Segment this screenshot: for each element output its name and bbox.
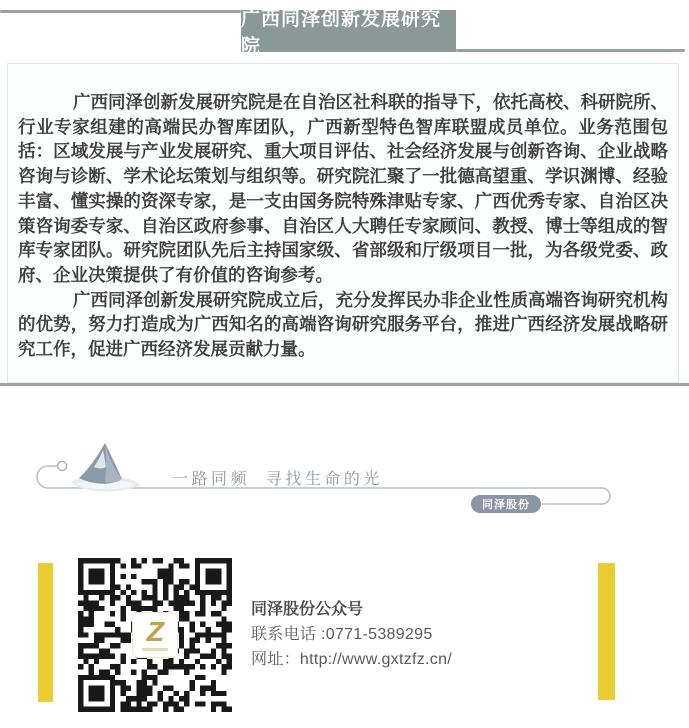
intro-paragraph-1: 广西同泽创新发展研究院是在自治区社科联的指导下，依托高校、科研院所、行业专家组建的高端民办智库团队，广西新型特色智库联盟成员单位。业务范围包括：区域发展与产业发展研究、重大项目评估、社会经济发展与创新咨询、企业战略咨询与诊断、学术论坛策划与组织等。研究院汇聚了一批德高望重、学识渊博、经验丰富、懂实操的资深专家，是一支由国务院特殊津贴专家、广西优秀专家、自治区决策咨询委专家、自治区政府参事、自治区人大聘任专家顾问、教授、博士等组成的智库专家团队。研究院团队先后主持国家级、省部级和厅级项目一批，为各级党委、政府、企业决策提供了有价值的咨询参考。 [18, 92, 668, 285]
mountain-icon [71, 443, 140, 491]
qr-logo-caption-bar [142, 648, 168, 651]
banner-line-art [0, 430, 689, 550]
website-line [251, 647, 452, 672]
section-divider [0, 383, 689, 386]
brand-badge [471, 495, 541, 513]
brand-badge-label: 同泽股份 [482, 499, 530, 511]
accent-bar-left [38, 563, 53, 702]
qr-code [78, 558, 232, 712]
header-line-right [456, 49, 685, 52]
qr-logo-letter: Z [146, 616, 164, 647]
accent-bar-right [598, 563, 615, 700]
header-line-left [0, 10, 241, 13]
qr-logo [132, 612, 178, 658]
website-label: 网址： [251, 651, 300, 668]
phone-line [251, 622, 452, 647]
banner-ring-icon [58, 462, 67, 471]
page-title-box [241, 9, 456, 57]
phone-label: 联系电话 : [251, 626, 326, 643]
banner-slogan: 一路同频 寻找生命的光 [172, 471, 383, 488]
page-title: 广西同泽创新发展研究院 [241, 9, 442, 57]
account-name: 同泽股份公众号 [251, 601, 364, 618]
contact-info [251, 598, 452, 672]
intro-box [7, 63, 679, 383]
phone-number: 0771-5389295 [325, 626, 433, 643]
intro-paragraph-2: 广西同泽创新发展研究院成立后，充分发挥民办非企业性质高端咨询研究机构的优势，努力打造成为广西知名的高端咨询研究服务平台，推进广西经济发展战略研究工作，促进广西经济发展贡献力量。 [18, 289, 668, 360]
website-url: http://www.gxtzfz.cn/ [299, 651, 453, 668]
